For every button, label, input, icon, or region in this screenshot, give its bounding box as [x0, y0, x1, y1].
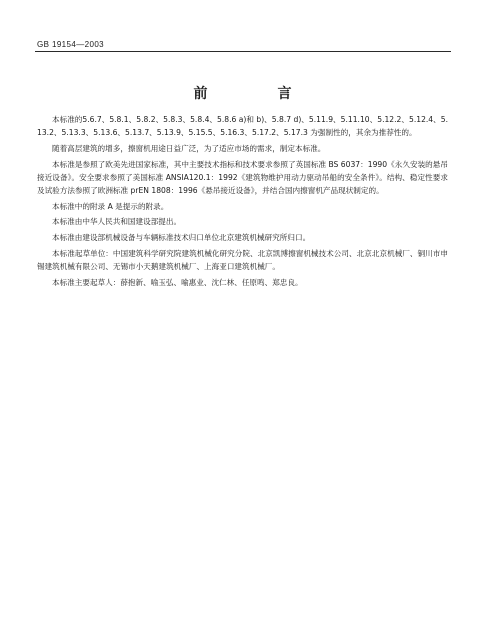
foreword-body: [37, 113, 448, 289]
paragraph-background: 随着高层建筑的增多，擦窗机用途日益广泛，为了适应市场的需求，制定本标准。: [52, 143, 326, 153]
paragraph-references: 本标准是参照了欧美先进国家标准，其中主要技术指标和技术要求参照了英国标准 BS 6037：1990《永久安装的悬吊接近设备》。安全要求参照了美国标准 ANSIA120.1：1992《建筑物维护用动力驱动吊船的安全条件》。结构、稳定性要求及试验方法参照了欧洲标准 prEN 1808：1996《悬吊接近设备》，并结合国内擦窗机产品现状制定的。: [37, 159, 448, 196]
paragraph-drafting-units: 本标准起草单位：中国建筑科学研究院建筑机械化研究分院、北京凯博擦窗机械技术公司、北京北京机械厂、铜川市申锡建筑机械有限公司、无锡市小天鹅建筑机械厂、上海亚口建筑机械厂。: [37, 248, 448, 272]
paragraph-drafters: 本标准主要起草人：薛抱新、喻玉弘、喻惠业、沈仁林、任原鸣、郑忠良。: [52, 277, 303, 287]
paragraph-administration: 本标准由建设部机械设备与车辆标准技术归口单位北京建筑机械研究所归口。: [52, 233, 311, 243]
paragraph-appendix: 本标准中的附录 A 是提示的附录。: [52, 201, 169, 211]
standard-code: GB 19154—2003: [37, 40, 105, 49]
paragraph-proposer: 本标准由中华人民共和国建设部提出。: [52, 217, 182, 227]
header-rule: [35, 51, 451, 52]
page-title: 前 言: [193, 86, 320, 102]
paragraph-mandatory-clauses: 本标准的5.6.7、5.8.1、5.8.2、5.8.3、5.8.4、5.8.6 a)和 b)、5.8.7 d)、5.11.9、5.11.10、5.12.2、5.12.4、5.13.2、5.13.3、5.13.6、5.13.7、5.13.9、5.15.5、5.16.3、5.17.2、5.17.3 为强制性的，其余为推荐性的。: [37, 115, 448, 138]
